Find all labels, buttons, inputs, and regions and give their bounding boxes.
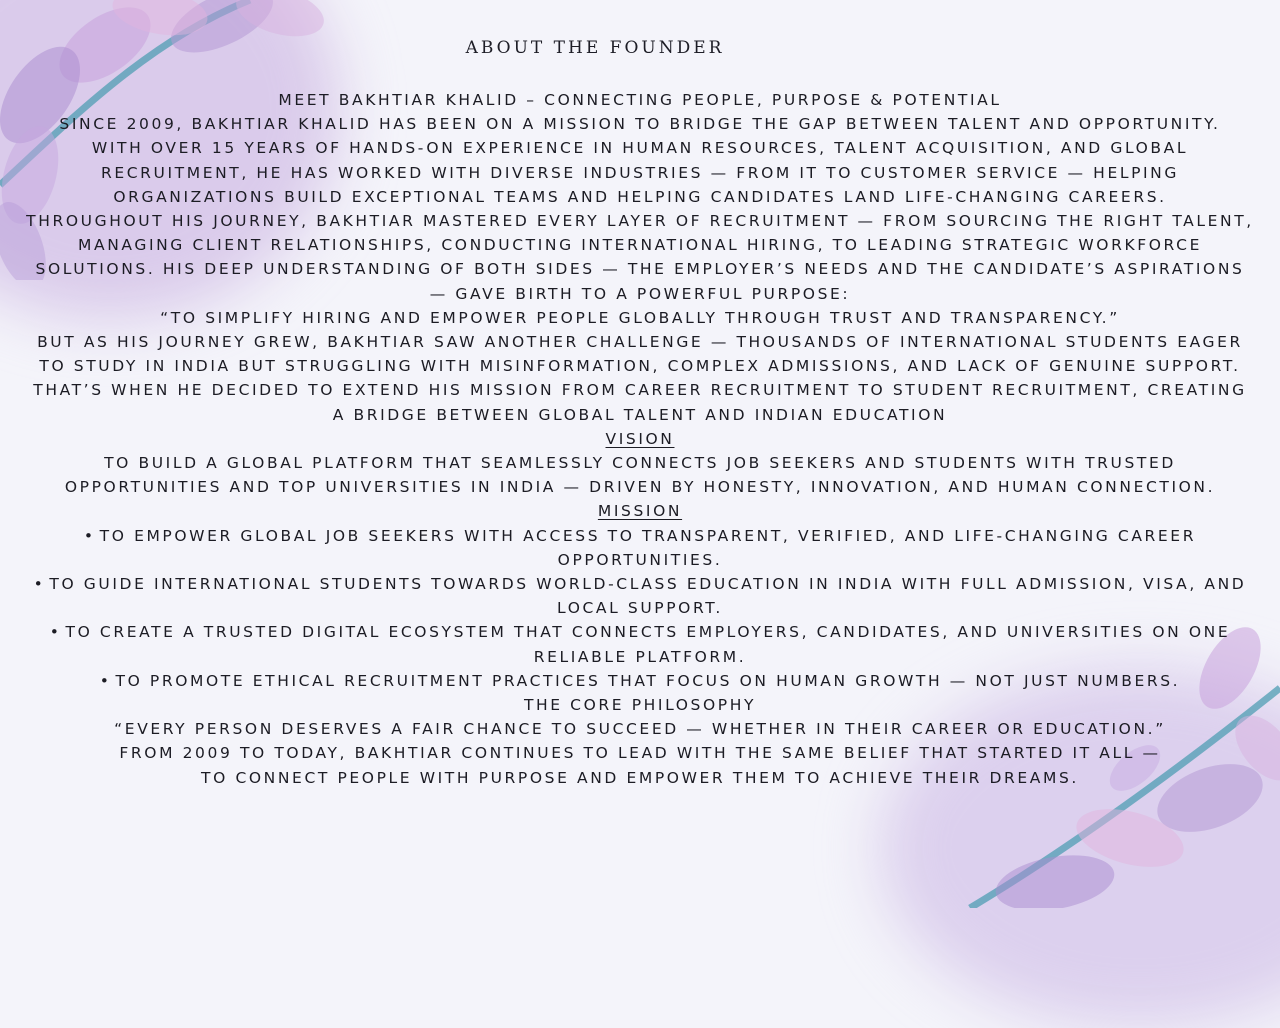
- intro-decision: THAT’S WHEN HE DECIDED TO EXTEND HIS MISSION FROM CAREER RECRUITMENT TO STUDENT RECRUITMENT, CREATING A BRIDGE BETWEEN GLOBAL TALENT AND INDIAN EDUCATION: [33, 381, 1247, 424]
- intro-journey: THROUGHOUT HIS JOURNEY, BAKHTIAR MASTERED EVERY LAYER OF RECRUITMENT — FROM SOURCING THE RIGHT TALENT, MANAGING CLIENT RELATIONSHIPS, CONDUCTING INTERNATIONAL HIRING, TO LEADING STRATEGIC WORKFORCE SOLUTIONS. HIS DEEP UNDERSTANDING OF BOTH SIDES — THE EMPLOYER’S NEEDS AND THE CANDIDATE’S ASPIRATIONS — GAVE BIRTH TO A POWERFUL PURPOSE:: [26, 212, 1254, 303]
- mission-item-text: TO GUIDE INTERNATIONAL STUDENTS TOWARDS WORLD-CLASS EDUCATION IN INDIA WITH FULL ADMISSION, VISA, AND LOCAL SUPPORT.: [49, 575, 1247, 618]
- closing-line-1: FROM 2009 TO TODAY, BAKHTIAR CONTINUES TO LEAD WITH THE SAME BELIEF THAT STARTED IT ALL —: [119, 744, 1161, 763]
- bullet-icon: •: [33, 575, 46, 594]
- mission-item: [24, 524, 1256, 572]
- intro-challenge: BUT AS HIS JOURNEY GREW, BAKHTIAR SAW ANOTHER CHALLENGE — THOUSANDS OF INTERNATIONAL STUDENTS EAGER TO STUDY IN INDIA BUT STRUGGLING WITH MISINFORMATION, COMPLEX ADMISSIONS, AND LACK OF GENUINE SUPPORT.: [37, 333, 1243, 376]
- bullet-icon: •: [49, 623, 62, 642]
- intro-since: SINCE 2009, BAKHTIAR KHALID HAS BEEN ON A MISSION TO BRIDGE THE GAP BETWEEN TALENT AND OPPORTUNITY.: [59, 115, 1221, 134]
- document-body: [24, 88, 1256, 790]
- mission-list: [24, 524, 1256, 693]
- philosophy-heading: THE CORE PHILOSOPHY: [523, 696, 757, 715]
- mission-item-text: TO CREATE A TRUSTED DIGITAL ECOSYSTEM THAT CONNECTS EMPLOYERS, CANDIDATES, AND UNIVERSITIES ON ONE RELIABLE PLATFORM.: [65, 623, 1231, 666]
- mission-item: [24, 620, 1256, 668]
- purpose-quote: “TO SIMPLIFY HIRING AND EMPOWER PEOPLE GLOBALLY THROUGH TRUST AND TRANSPARENCY.”: [160, 308, 1120, 327]
- intro-headline: MEET BAKHTIAR KHALID – CONNECTING PEOPLE, PURPOSE & POTENTIAL: [278, 91, 1002, 109]
- mission-item: [24, 669, 1256, 693]
- page-title: ABOUT THE FOUNDER: [465, 38, 725, 58]
- mission-item-text: TO EMPOWER GLOBAL JOB SEEKERS WITH ACCESS TO TRANSPARENT, VERIFIED, AND LIFE-CHANGING CAREER OPPORTUNITIES.: [99, 526, 1197, 569]
- bullet-icon: •: [83, 526, 96, 545]
- mission-item: [24, 572, 1256, 620]
- bullet-icon: •: [99, 671, 112, 690]
- vision-text: TO BUILD A GLOBAL PLATFORM THAT SEAMLESSLY CONNECTS JOB SEEKERS AND STUDENTS WITH TRUSTED OPPORTUNITIES AND TOP UNIVERSITIES IN INDIA — DRIVEN BY HONESTY, INNOVATION, AND HUMAN CONNECTION.: [64, 454, 1216, 497]
- vision-heading: VISION: [605, 429, 675, 448]
- intro-experience: WITH OVER 15 YEARS OF HANDS-ON EXPERIENCE IN HUMAN RESOURCES, TALENT ACQUISITION, AND GLOBAL RECRUITMENT, HE HAS WORKED WITH DIVERSE INDUSTRIES — FROM IT TO CUSTOMER SERVICE — HELPING ORGANIZATIONS BUILD EXCEPTIONAL TEAMS AND HELPING CANDIDATES LAND LIFE-CHANGING CAREERS.: [91, 139, 1189, 206]
- closing-line-2: TO CONNECT PEOPLE WITH PURPOSE AND EMPOWER THEM TO ACHIEVE THEIR DREAMS.: [201, 768, 1079, 787]
- mission-heading: MISSION: [597, 502, 683, 521]
- mission-item-text: TO PROMOTE ETHICAL RECRUITMENT PRACTICES THAT FOCUS ON HUMAN GROWTH — NOT JUST NUMBERS.: [115, 671, 1181, 690]
- philosophy-quote: “EVERY PERSON DESERVES A FAIR CHANCE TO SUCCEED — WHETHER IN THEIR CAREER OR EDUCATION.”: [114, 720, 1166, 739]
